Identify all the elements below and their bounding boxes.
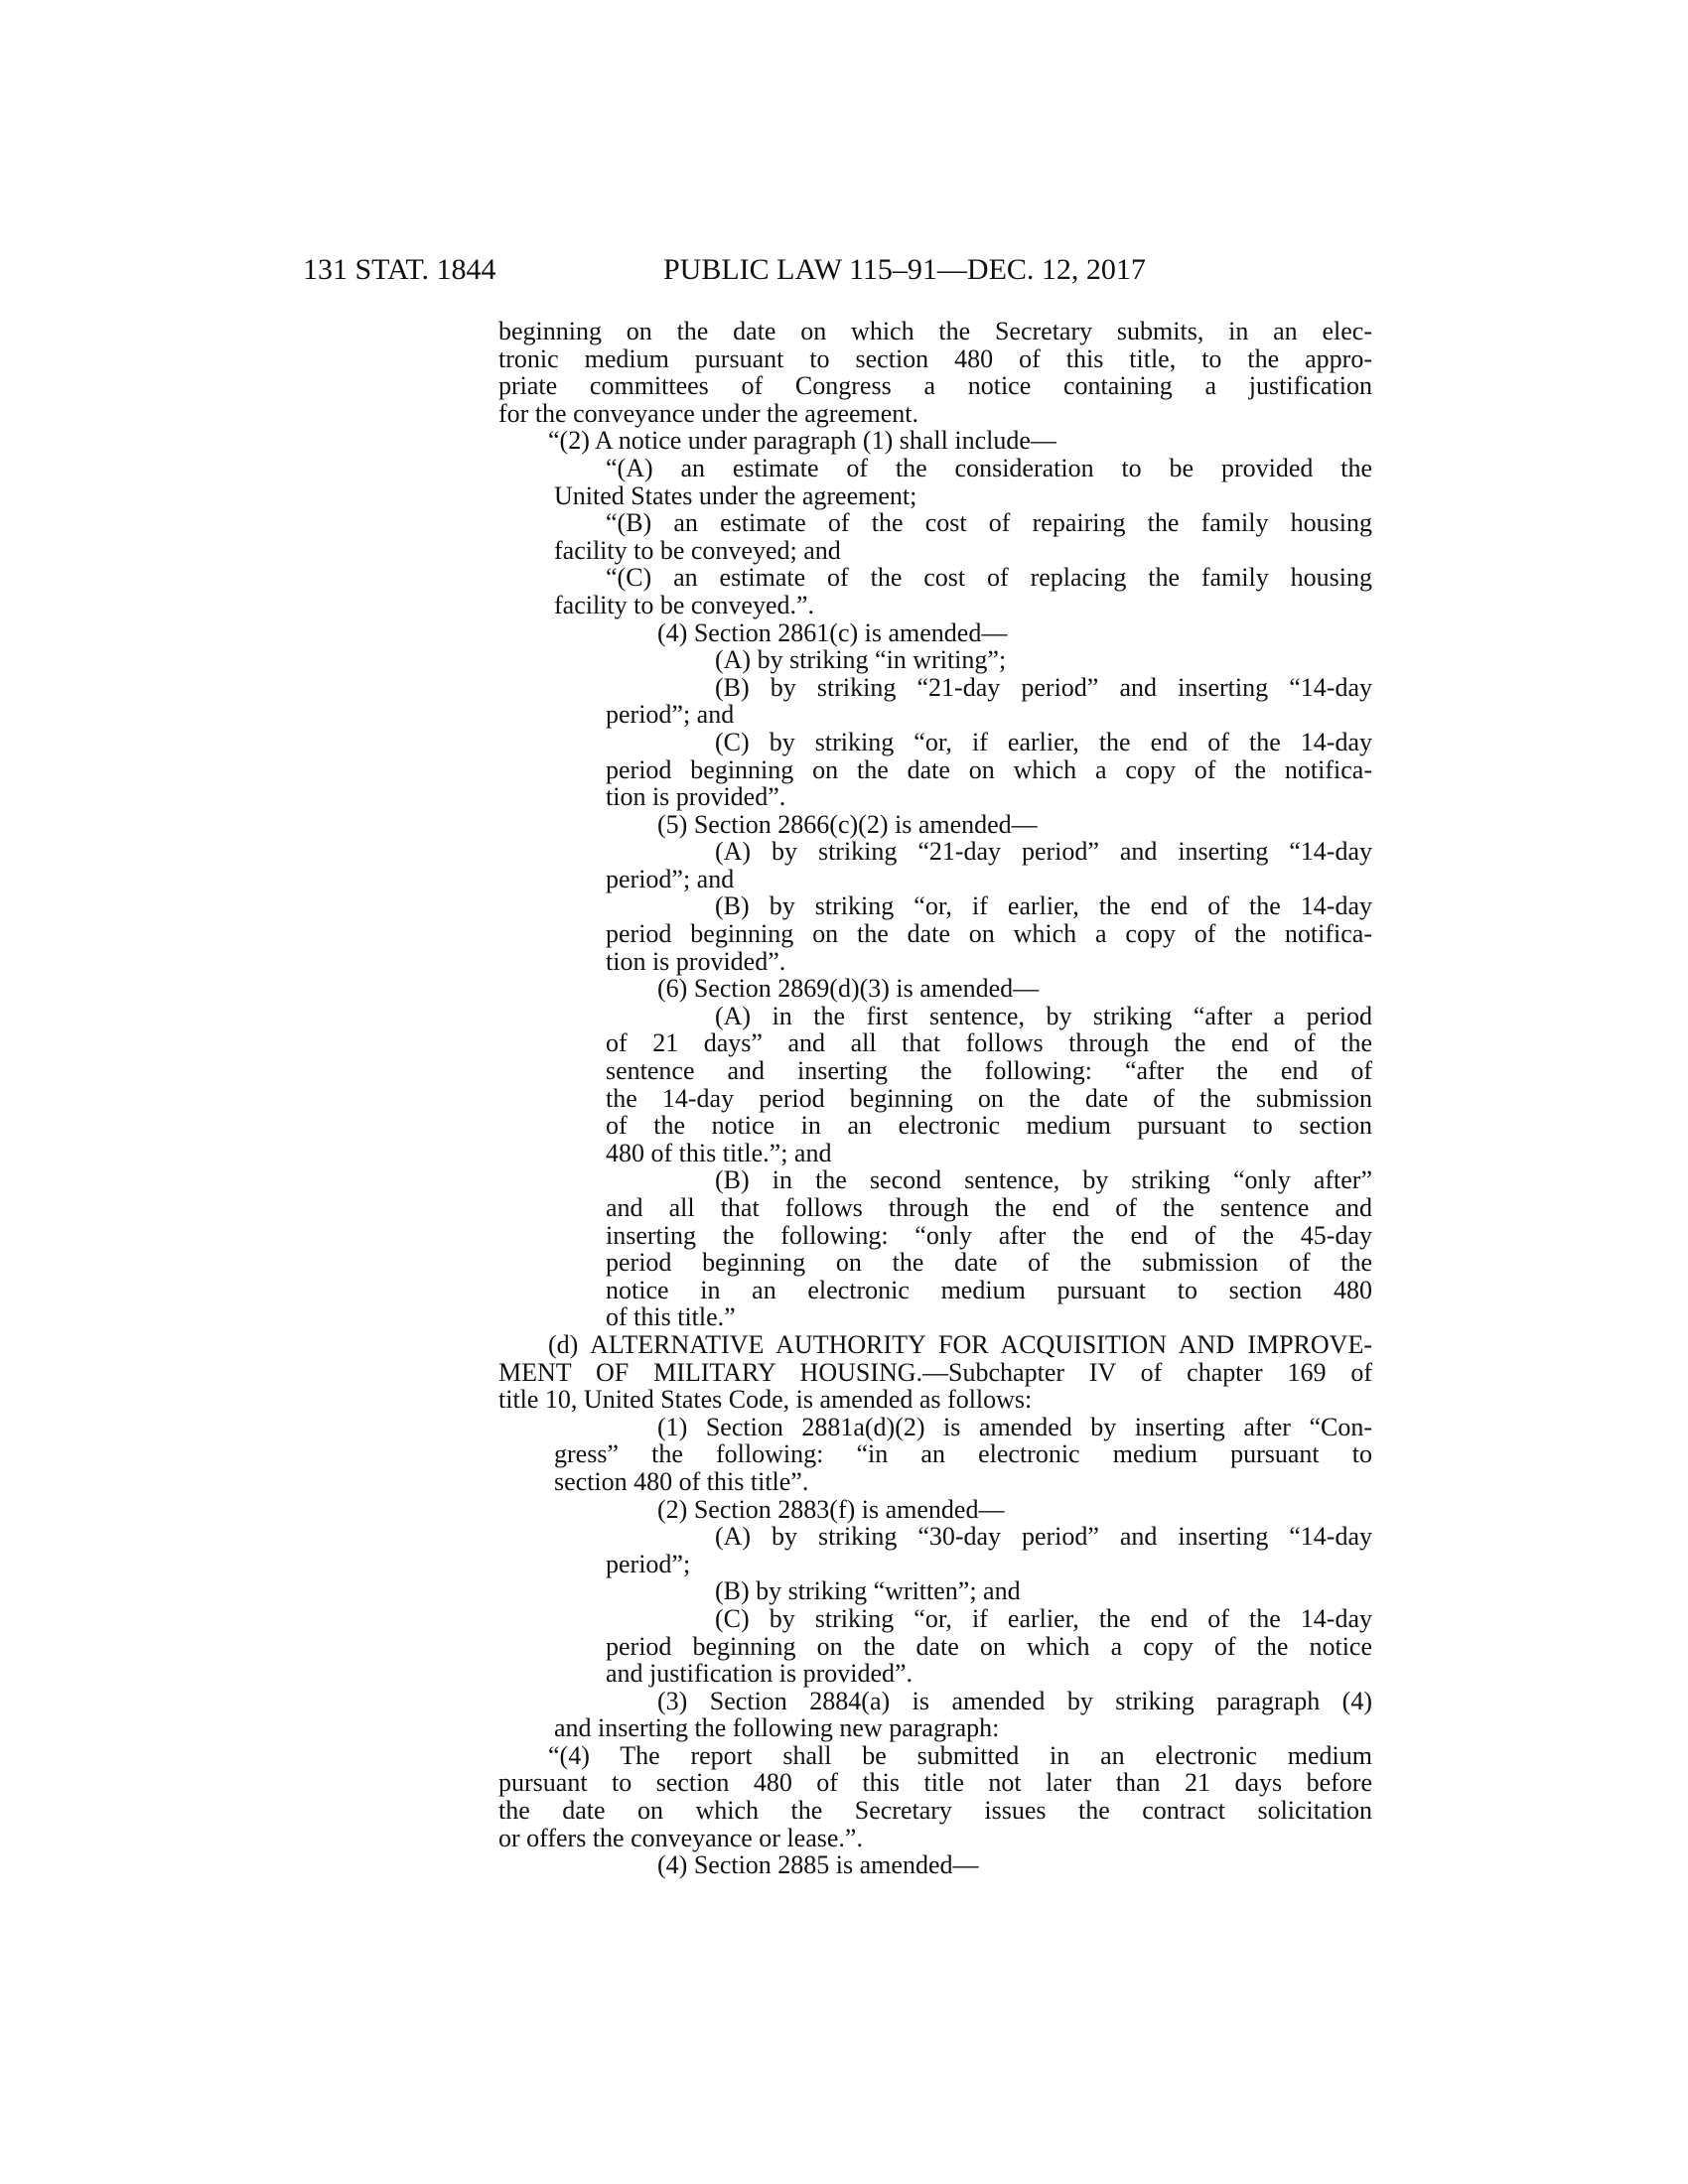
text-line: (A) in the first sentence, by striking “after a period xyxy=(715,1001,1372,1030)
text-line: inserting the following: “only after the end of the 45-day xyxy=(606,1220,1372,1250)
text-line: period beginning on the date on which a copy of the notice xyxy=(606,1631,1372,1661)
text-line: (4) Section 2861(c) is amended— xyxy=(657,617,1008,647)
text-line: facility to be conveyed.”. xyxy=(554,590,815,619)
text-line: (A) by striking “21-day period” and inserting “14-day xyxy=(715,837,1372,867)
text-line: (1) Section 2881a(d)(2) is amended by inserting after “Con- xyxy=(657,1412,1372,1441)
text-line: title 10, United States Code, is amended as follows: xyxy=(498,1385,1033,1415)
text-line: 480 of this title.”; and xyxy=(606,1138,832,1167)
text-line: (2) Section 2883(f) is amended— xyxy=(657,1494,1005,1524)
text-line: period”; xyxy=(606,1549,691,1578)
text-line: MENT OF MILITARY HOUSING.—Subchapter IV of chapter 169 of xyxy=(498,1357,1372,1387)
text-line: of 21 days” and all that follows through the end of the xyxy=(606,1028,1372,1058)
text-line: (B) by striking “21-day period” and inserting “14-day xyxy=(715,672,1372,702)
text-line: section 480 of this title”. xyxy=(554,1466,809,1496)
statute-body-text xyxy=(498,318,1372,1879)
text-line: “(B) an estimate of the cost of repairing the family housing xyxy=(606,508,1372,538)
text-line: of this title.” xyxy=(606,1302,736,1332)
text-line: for the conveyance under the agreement. xyxy=(498,398,919,428)
text-line: (B) in the second sentence, by striking “only after” xyxy=(715,1165,1372,1195)
text-line: “(2) A notice under paragraph (1) shall include— xyxy=(548,426,1056,456)
text-line: or offers the conveyance or lease.”. xyxy=(498,1823,863,1852)
text-line: (A) by striking “in writing”; xyxy=(715,645,1007,675)
text-line: (d) ALTERNATIVE AUTHORITY FOR ACQUISITION AND IMPROVE- xyxy=(548,1329,1372,1359)
running-header xyxy=(0,250,1688,290)
text-line: the 14-day period beginning on the date of the submission xyxy=(606,1083,1372,1113)
text-line: (B) by striking “written”; and xyxy=(715,1576,1021,1606)
text-line: and inserting the following new paragraph: xyxy=(554,1713,1000,1743)
text-line: period beginning on the date on which a copy of the notifica- xyxy=(606,754,1372,784)
text-line: tronic medium pursuant to section 480 of this title, to the appro- xyxy=(498,343,1372,373)
text-line: and justification is provided”. xyxy=(606,1659,914,1689)
text-line: (3) Section 2884(a) is amended by striking paragraph (4) xyxy=(657,1686,1372,1715)
text-line: the date on which the Secretary issues the contract solicitation xyxy=(498,1796,1372,1826)
text-line: facility to be conveyed; and xyxy=(554,535,841,565)
text-line: period beginning on the date of the submission of the xyxy=(606,1248,1372,1278)
text-line: (B) by striking “or, if earlier, the end of the 14-day xyxy=(715,891,1372,921)
text-line: United States under the agreement; xyxy=(554,480,917,510)
text-line: notice in an electronic medium pursuant to section 480 xyxy=(606,1275,1372,1304)
text-line: period”; and xyxy=(606,700,735,730)
text-line: and all that follows through the end of the sentence and xyxy=(606,1193,1372,1222)
statute-page-number: 131 STAT. 1844 xyxy=(303,253,496,286)
text-line: “(A) an estimate of the consideration to be provided the xyxy=(606,453,1372,482)
text-line: beginning on the date on which the Secretary submits, in an elec- xyxy=(498,317,1372,345)
text-line: tion is provided”. xyxy=(606,946,786,976)
text-line: gress” the following: “in an electronic medium pursuant to xyxy=(554,1439,1372,1469)
text-line: sentence and inserting the following: “after the end of xyxy=(606,1056,1372,1086)
text-line: (C) by striking “or, if earlier, the end of the 14-day xyxy=(715,727,1372,756)
text-line: (C) by striking “or, if earlier, the end of the 14-day xyxy=(715,1603,1372,1633)
text-line: (6) Section 2869(d)(3) is amended— xyxy=(657,974,1040,1004)
public-law-citation: PUBLIC LAW 115–91—DEC. 12, 2017 xyxy=(663,253,1146,286)
text-line: (5) Section 2866(c)(2) is amended— xyxy=(657,809,1038,839)
text-line: (A) by striking “30-day period” and inserting “14-day xyxy=(715,1522,1372,1552)
text-line: pursuant to section 480 of this title not later than 21 days before xyxy=(498,1768,1372,1798)
text-line: priate committees of Congress a notice containing a justification xyxy=(498,371,1372,401)
text-line: (4) Section 2885 is amended— xyxy=(657,1850,979,1880)
text-line: period”; and xyxy=(606,864,735,893)
text-line: “(C) an estimate of the cost of replacing the family housing xyxy=(606,563,1372,593)
text-line: period beginning on the date on which a copy of the notifica- xyxy=(606,919,1372,949)
text-line: tion is provided”. xyxy=(606,782,786,812)
text-line: “(4) The report shall be submitted in an electronic medium xyxy=(548,1740,1372,1770)
text-line: of the notice in an electronic medium pursuant to section xyxy=(606,1111,1372,1141)
